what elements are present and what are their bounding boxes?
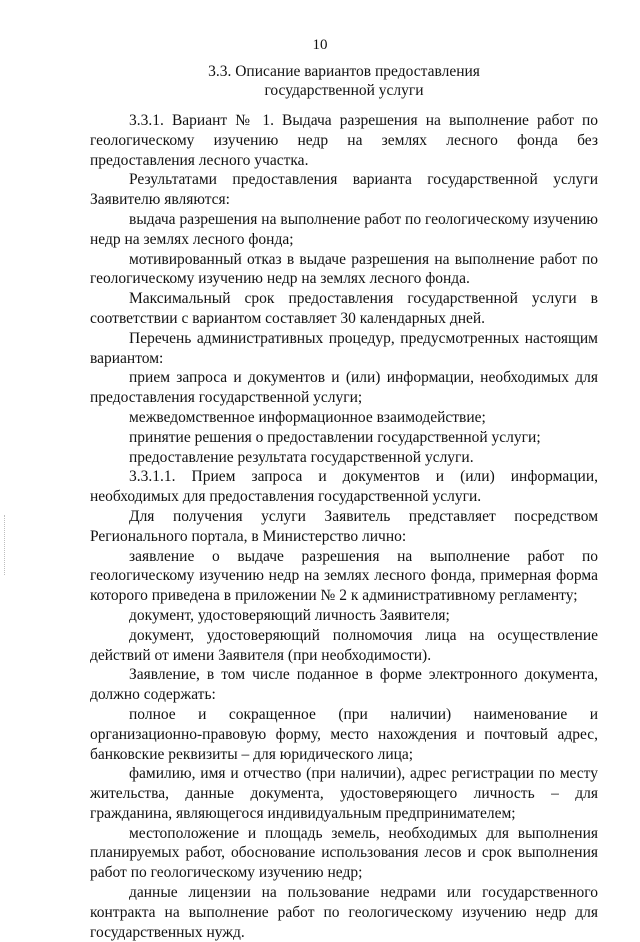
- paragraph: выдача разрешения на выполнение работ по геологическому изучению недр на землях лесного фонда;: [90, 210, 598, 248]
- paragraph: межведомственное информационное взаимодействие;: [129, 408, 486, 426]
- body-text: [90, 111, 598, 942]
- section-title-line-2: государственной услуги: [264, 82, 424, 99]
- paragraph: Перечень административных процедур, предусмотренных настоящим вариантом:: [90, 329, 598, 367]
- paragraph: 3.3.1.1. Прием запроса и документов и (или) информации, необходимых для предоставления государственной услуги.: [90, 468, 598, 506]
- paragraph: Результатами предоставления варианта государственной услуги Заявителю являются:: [90, 171, 598, 209]
- paragraph: принятие решения о предоставлении государственной услуги;: [129, 428, 541, 446]
- scan-margin-mark: [4, 515, 7, 575]
- paragraph: данные лицензии на пользование недрами или государственного контракта на выполнение работ по геологическому изучению недр для государственных нужд.: [90, 884, 598, 941]
- paragraph: Для получения услуги Заявитель представляет посредством Регионального портала, в Министерство лично:: [90, 507, 598, 545]
- section-title: [90, 62, 598, 100]
- paragraph: мотивированный отказ в выдаче разрешения на выполнение работ по геологическому изучению недр на землях лесного фонда.: [90, 250, 598, 288]
- paragraph: предоставление результата государственной услуги.: [129, 448, 474, 466]
- paragraph: прием запроса и документов и (или) информации, необходимых для предоставления государственной услуги;: [90, 369, 598, 407]
- paragraph: местоположение и площадь земель, необходимых для выполнения планируемых работ, обоснование использования лесов и срок выполнения работ по геологическому изучению недр;: [90, 824, 598, 882]
- paragraph: документ, удостоверяющий личность Заявителя;: [129, 606, 450, 624]
- paragraph: заявление о выдаче разрешения на выполнение работ по геологическому изучению недр на землях лесного фонда, примерная форма которого приведена в приложении № 2 к административному регламенту;: [90, 547, 598, 605]
- paragraph: Заявление, в том числе поданное в форме электронного документа, должно содержать:: [90, 666, 598, 704]
- paragraph: полное и сокращенное (при наличии) наименование и организационно-правовую форму, место нахождения и почтовый адрес, банковские реквизиты – для юридического лица;: [90, 705, 598, 763]
- paragraph: 3.3.1. Вариант № 1. Выдача разрешения на выполнение работ по геологическому изучению недр на землях лесного фонда без предоставления лесного участка.: [90, 112, 598, 169]
- page-number: 10: [312, 37, 328, 53]
- paragraph: документ, удостоверяющий полномочия лица на осуществление действий от имени Заявителя (при необходимости).: [90, 626, 598, 664]
- paragraph: фамилию, имя и отчество (при наличии), адрес регистрации по месту жительства, данные документа, удостоверяющего личность – для гражданина, являющегося индивидуальным предпринимателем;: [90, 765, 598, 822]
- section-title-line-1: 3.3. Описание вариантов предоставления: [208, 63, 480, 80]
- paragraph: Максимальный срок предоставления государственной услуги в соответствии с вариантом составляет 30 календарных дней.: [90, 290, 598, 327]
